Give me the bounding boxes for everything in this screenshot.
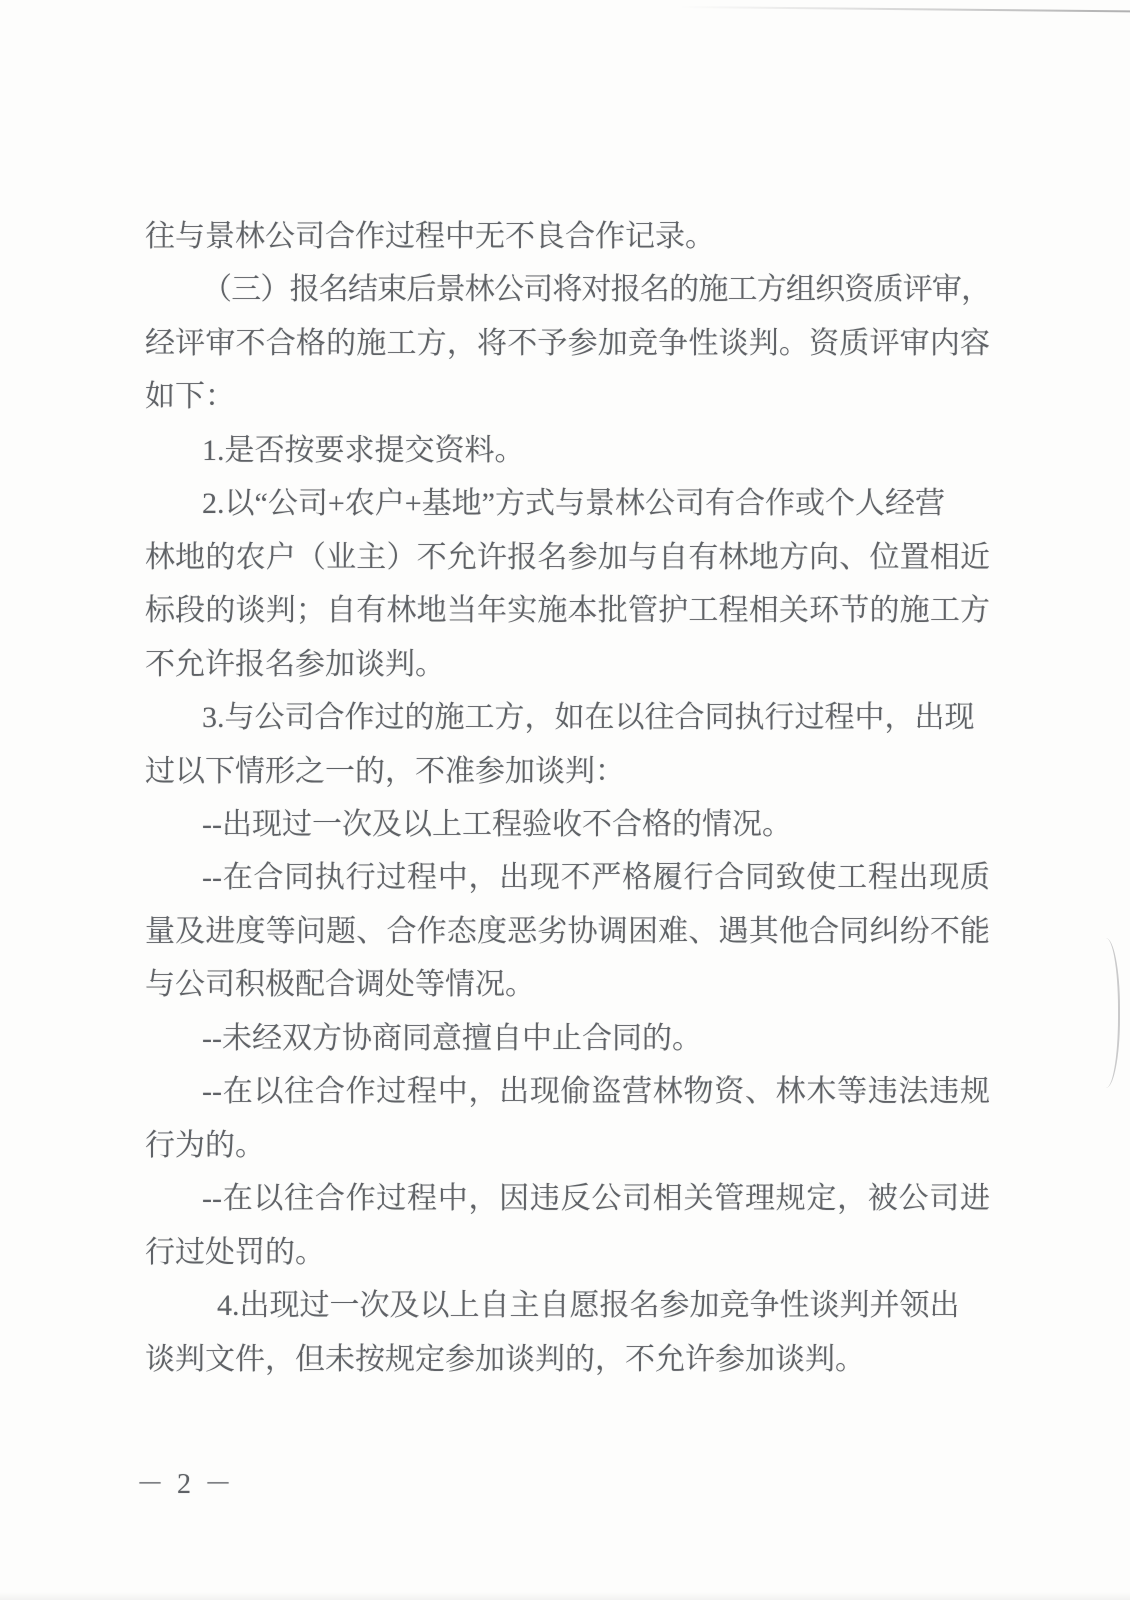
document-line: 与公司积极配合调处等情况。 (145, 968, 535, 1002)
document-line: 标段的谈判；自有林地当年实施本批管护工程相关环节的施工方 (145, 594, 990, 628)
document-line: 谈判文件，但未按规定参加谈判的，不允许参加谈判。 (145, 1342, 865, 1376)
document-line: --在合同执行过程中，出现不严格履行合同致使工程出现质 (202, 861, 990, 895)
scan-right-edge-artifact (1104, 938, 1120, 1088)
document-body-text (145, 210, 990, 1386)
document-line: 林地的农户（业主）不允许报名参加与自有林地方向、位置相近 (145, 540, 990, 574)
page-number: － 2 － (136, 1469, 236, 1500)
document-line: 4.出现过一次及以上自主自愿报名参加竞争性谈判并领出 (217, 1289, 960, 1323)
document-line: --在以往合作过程中，出现偷盗营林物资、林木等违法违规 (202, 1075, 990, 1109)
document-line: （三）报名结束后景林公司将对报名的施工方组织资质评审， (202, 273, 990, 307)
document-line: 量及进度等问题、合作态度恶劣协调困难、遇其他合同纠纷不能 (145, 914, 990, 948)
document-line: 行为的。 (145, 1128, 265, 1162)
document-line: --出现过一次及以上工程验收不合格的情况。 (202, 807, 792, 841)
document-line: 行过处罚的。 (145, 1235, 325, 1269)
document-line: 2.以“公司+农户+基地”方式与景林公司有合作或个人经营 (202, 487, 945, 521)
document-line: 不允许报名参加谈判。 (145, 647, 445, 681)
document-line: 经评审不合格的施工方，将不予参加竞争性谈判。资质评审内容 (145, 326, 990, 360)
document-line: 3.与公司合作过的施工方，如在以往合同执行过程中，出现 (202, 701, 975, 735)
document-line: 过以下情形之一的，不准参加谈判： (145, 754, 625, 788)
scan-top-edge-artifact (680, 6, 1130, 12)
document-line: 往与景林公司合作过程中无不良合作记录。 (145, 220, 715, 253)
document-line: --在以往合作过程中，因违反公司相关管理规定，被公司进 (202, 1182, 990, 1216)
document-line: 如下： (145, 380, 235, 414)
document-line: 1.是否按要求提交资料。 (202, 433, 525, 467)
document-line: --未经双方协商同意擅自中止合同的。 (202, 1021, 702, 1055)
